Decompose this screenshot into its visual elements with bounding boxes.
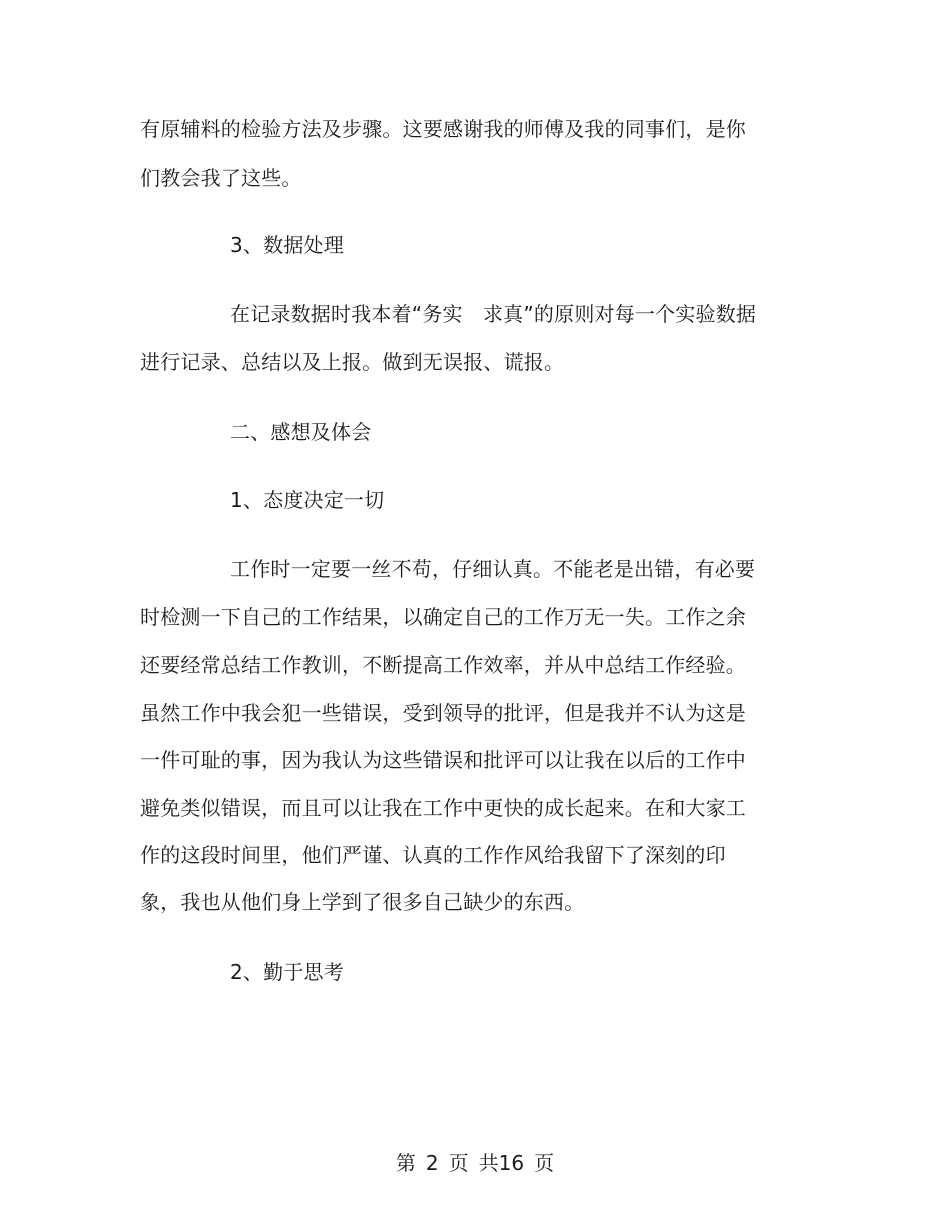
body-text-line: 还要经常总结工作教训，不断提高工作效率，并从中总结工作经验。 bbox=[140, 653, 746, 677]
section-heading: 1、态度决定一切 bbox=[230, 488, 385, 512]
total-pages-number: 16 bbox=[498, 1151, 525, 1175]
body-text-line: 虽然工作中我会犯一些错误，受到领导的批评，但是我并不认为这是 bbox=[140, 701, 746, 725]
body-text-line: 一件可耻的事，因为我认为这些错误和批评可以让我在以后的工作中 bbox=[140, 748, 746, 772]
footer-suffix: 页 bbox=[534, 1151, 555, 1175]
current-page-number: 2 bbox=[425, 1151, 439, 1175]
body-text-line: 时检测一下自己的工作结果，以确定自己的工作万无一失。工作之余 bbox=[140, 605, 746, 629]
section-heading: 二、感想及体会 bbox=[230, 420, 372, 444]
body-text-line: 工作时一定要一丝不苟，仔细认真。不能老是出错，有必要 bbox=[230, 557, 756, 581]
body-text-line: 进行记录、总结以及上报。做到无误报、谎报。 bbox=[140, 350, 565, 374]
body-text-line: 在记录数据时我本着“务实 求真”的原则对每一个实验数据 bbox=[230, 302, 757, 326]
section-heading: 2、勤于思考 bbox=[230, 960, 344, 984]
body-text-line: 避免类似错误，而且可以让我在工作中更快的成长起来。在和大家工 bbox=[140, 796, 746, 820]
page-footer bbox=[0, 1151, 950, 1175]
section-heading: 3、数据处理 bbox=[230, 233, 344, 257]
body-text-line: 有原辅料的检验方法及步骤。这要感谢我的师傅及我的同事们，是你 bbox=[140, 117, 746, 141]
footer-prefix: 第 bbox=[395, 1151, 416, 1175]
body-text-line: 作的这段时间里，他们严谨、认真的工作作风给我留下了深刻的印 bbox=[140, 843, 726, 867]
footer-page-word: 页 bbox=[448, 1151, 469, 1175]
body-text-line: 象，我也从他们身上学到了很多自己缺少的东西。 bbox=[140, 890, 585, 914]
footer-total-word: 共 bbox=[478, 1151, 499, 1175]
body-text-line: 们教会我了这些。 bbox=[140, 166, 302, 190]
